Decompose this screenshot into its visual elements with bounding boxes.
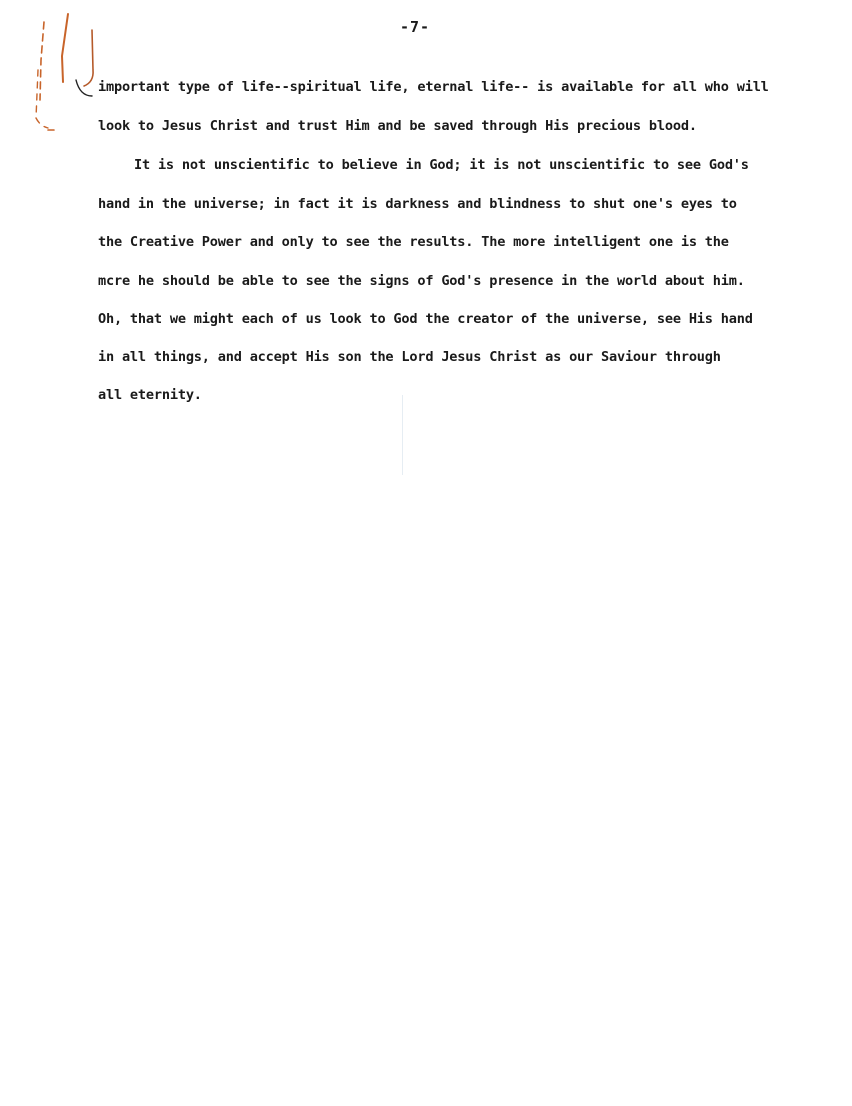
- page-number: -7-: [400, 18, 431, 36]
- body-line-6: mcre he should be able to see the signs of God's presence in the world about him.: [98, 273, 745, 289]
- body-line-5: the Creative Power and only to see the results. The more intelligent one is the: [98, 234, 729, 250]
- body-line-8: in all things, and accept His son the Lord Jesus Christ as our Saviour through: [98, 349, 721, 365]
- paper-fold-line: [402, 395, 403, 475]
- body-line-3: It is not unscientific to believe in God; it is not unscientific to see God's: [134, 157, 749, 173]
- body-line-4: hand in the universe; in fact it is darkness and blindness to shut one's eyes to: [98, 196, 737, 212]
- body-line-7: Oh, that we might each of us look to God the creator of the universe, see His hand: [98, 311, 753, 327]
- handwritten-margin-mark: [0, 0, 110, 140]
- body-line-1: important type of life--spiritual life, eternal life-- is available for all who will: [98, 79, 769, 95]
- body-line-2: look to Jesus Christ and trust Him and be saved through His precious blood.: [98, 118, 697, 134]
- body-line-9: all eternity.: [98, 387, 202, 403]
